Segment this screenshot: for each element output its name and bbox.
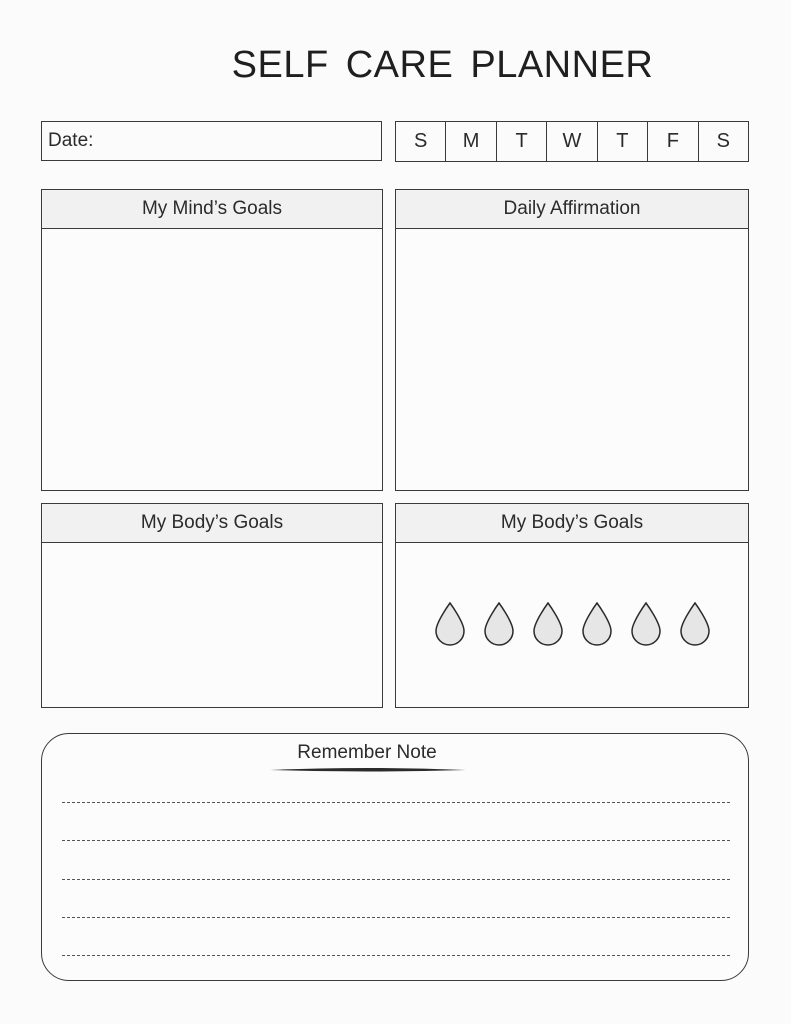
water-drop-icon[interactable]: [630, 602, 662, 646]
note-line[interactable]: [62, 879, 730, 880]
water-drop-icon[interactable]: [483, 602, 515, 646]
water-drop-icon[interactable]: [581, 602, 613, 646]
body-goals-panel-right: [395, 503, 749, 708]
water-drop-icon[interactable]: [532, 602, 564, 646]
body-goals-header-left: My Body’s Goals: [42, 504, 382, 543]
affirmation-header: Daily Affirmation: [396, 190, 748, 229]
mind-goals-header: My Mind’s Goals: [42, 190, 382, 229]
note-line[interactable]: [62, 955, 730, 956]
body-goals-panel-left[interactable]: [41, 503, 383, 708]
remember-note-title: Remember Note: [297, 742, 437, 763]
page-title: SELF CARE PLANNER: [231, 44, 654, 86]
water-drop-icon[interactable]: [434, 602, 466, 646]
day-friday[interactable]: F: [648, 122, 698, 161]
title-underline-decoration: [270, 766, 466, 774]
day-wednesday[interactable]: W: [547, 122, 597, 161]
day-saturday[interactable]: S: [716, 130, 730, 152]
day-thursday[interactable]: T: [598, 122, 648, 161]
note-line[interactable]: [62, 802, 730, 803]
mind-goals-panel[interactable]: [41, 189, 383, 491]
affirmation-panel[interactable]: [395, 189, 749, 491]
weekday-selector: [395, 121, 749, 162]
date-field[interactable]: [41, 121, 382, 161]
note-line[interactable]: [62, 917, 730, 918]
body-goals-header-right: My Body’s Goals: [396, 504, 748, 543]
water-drop-icon[interactable]: [679, 602, 711, 646]
day-sunday[interactable]: S: [396, 122, 446, 161]
remember-note-box[interactable]: [41, 733, 749, 981]
day-tuesday[interactable]: T: [497, 122, 547, 161]
water-tracker: [396, 602, 748, 646]
date-label: Date:: [48, 130, 94, 151]
note-line[interactable]: [62, 840, 730, 841]
day-monday[interactable]: M: [446, 122, 496, 161]
